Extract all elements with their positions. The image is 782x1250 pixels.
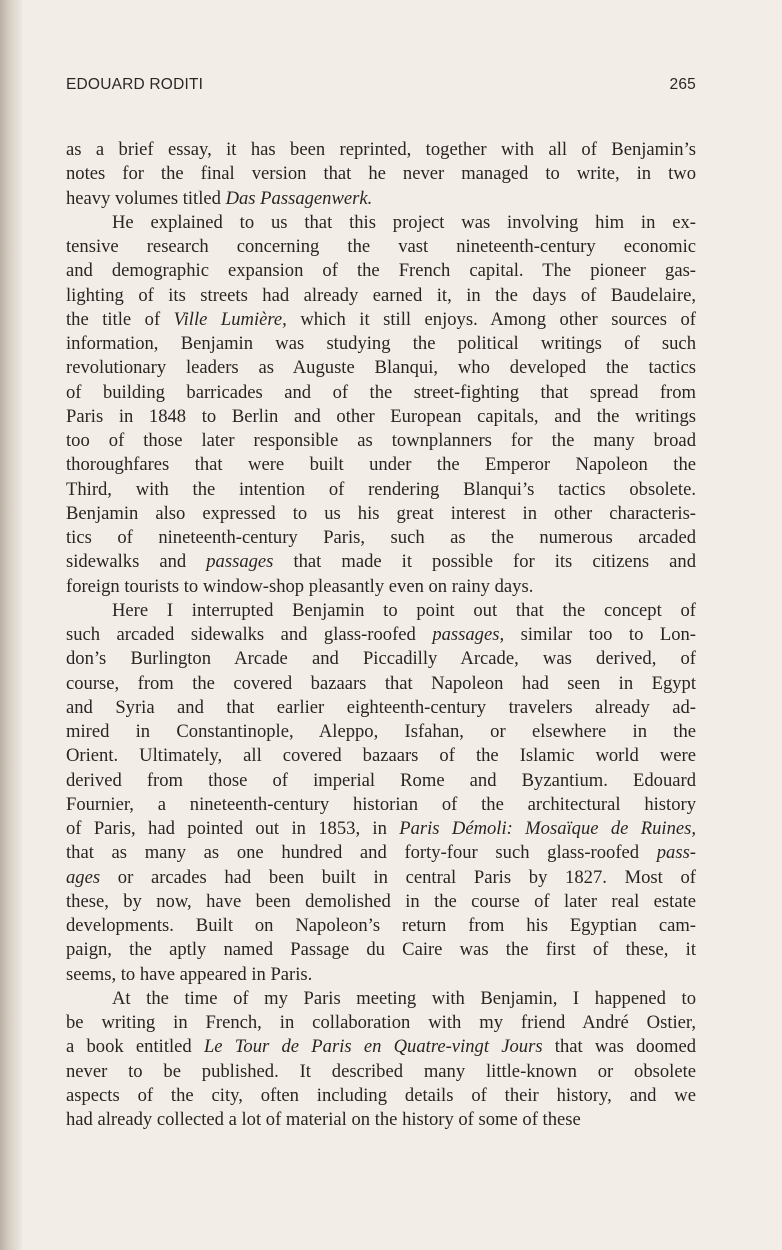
italic-text: Das Passagenwerk. (225, 187, 373, 209)
text-run: derived from those of imperial Rome and Byzantium. Edouard (66, 769, 696, 791)
text-run: mired in Constantinople, Aleppo, Isfahan, or elsewhere in the (66, 721, 696, 742)
text-line (66, 235, 696, 259)
text-run: foreign tourists to window-shop pleasantly even on rainy days. (66, 575, 534, 597)
page-gutter-shadow (0, 0, 22, 1250)
text-line (66, 478, 696, 502)
text-run: a book entitled (66, 1036, 204, 1058)
book-page (66, 0, 696, 1250)
text-line (66, 575, 696, 599)
italic-text: pass- (656, 842, 696, 864)
text-line (66, 1011, 696, 1035)
italic-text: Le Tour de Paris en Quatre-vingt Jours (203, 1036, 543, 1058)
text-run: notes for the final version that he never managed to write, in two (66, 163, 696, 185)
text-run: aspects of the city, often including details of their history, and we (66, 1084, 696, 1106)
text-run: developments. Built on Napoleon’s return from his Egyptian cam- (66, 915, 696, 936)
text-run: Here I interrupted Benjamin to point out that the concept of (112, 599, 696, 621)
body-text (66, 138, 696, 1132)
text-run: don’s Burlington Arcade and Piccadilly Arcade, was derived, of (66, 648, 696, 670)
text-line (66, 526, 696, 550)
text-line (66, 599, 696, 623)
text-run: these, by now, have been demolished in the course of later real estate (66, 890, 696, 912)
text-run: and demographic expansion of the French capital. The pioneer gas- (66, 260, 696, 282)
text-line (66, 187, 696, 211)
text-run: the title of (66, 308, 174, 330)
text-run: had already collected a lot of material on the history of some of these (66, 1109, 581, 1130)
text-run: Benjamin also expressed to us his great interest in other characteris- (66, 502, 696, 524)
text-run: Paris in 1848 to Berlin and other European capitals, and the writings (66, 405, 696, 427)
paragraph (66, 599, 696, 987)
text-line (66, 550, 696, 574)
text-line (66, 963, 696, 987)
page-number: 265 (669, 76, 696, 93)
text-run: He explained to us that this project was involving him in ex- (112, 211, 696, 233)
text-line (66, 211, 696, 235)
running-head-author: EDOUARD RODITI (66, 76, 204, 93)
text-line (66, 938, 696, 962)
text-line (66, 1084, 696, 1108)
text-line (66, 720, 696, 744)
text-run: such arcaded sidewalks and glass-roofed (66, 624, 433, 645)
text-run: as a brief essay, it has been reprinted, together with all of Benjamin’s (66, 139, 696, 160)
text-run: or arcades had been built in central Paris by 1827. Most of (100, 866, 696, 888)
text-line (66, 987, 696, 1011)
paragraph (66, 987, 696, 1133)
text-line (66, 1035, 696, 1059)
text-run: At the time of my Paris meeting with Benjamin, I happened to (112, 987, 696, 1009)
text-line (66, 793, 696, 817)
text-line (66, 647, 696, 671)
text-run: Third, with the intention of rendering Blanqui’s tactics obsolete. (66, 478, 696, 500)
text-run: which it still enjoys. Among other sources of (286, 308, 696, 330)
text-line (66, 817, 696, 841)
text-run: tics of nineteenth-century Paris, such as the numerous arcaded (66, 527, 696, 548)
text-run: and Syria and that earlier eighteenth-century travelers already ad- (66, 696, 696, 718)
text-run: sidewalks and (66, 551, 207, 573)
text-run: seems, to have appeared in Paris. (66, 963, 313, 985)
text-line (66, 138, 696, 162)
text-run: heavy volumes titled (66, 187, 226, 209)
text-run: too of those later responsible as townplanners for the many broad (66, 430, 696, 451)
paragraph (66, 211, 696, 599)
text-line (66, 769, 696, 793)
text-run: similar too to Lon- (504, 624, 696, 645)
italic-text: passages (206, 551, 274, 573)
text-run: be writing in French, in collaboration with my friend André Ostier, (66, 1012, 696, 1033)
text-run: lighting of its streets had already earned it, in the days of Baudelaire, (66, 284, 696, 306)
text-line (66, 890, 696, 914)
text-line (66, 1108, 696, 1132)
text-line (66, 623, 696, 647)
text-run: information, Benjamin was studying the political writings of such (66, 333, 696, 354)
text-line (66, 744, 696, 768)
text-run: never to be published. It described many little-known or obsolete (66, 1060, 696, 1082)
text-run: paign, the aptly named Passage du Caire was the first of these, it (66, 939, 696, 961)
text-line (66, 381, 696, 405)
text-run: course, from the covered bazaars that Napoleon had seen in Egypt (66, 672, 696, 694)
italic-text: Ville Lumière, (173, 308, 287, 330)
text-run: that as many as one hundred and forty-four such glass-roofed (66, 842, 657, 864)
text-line (66, 502, 696, 526)
paragraph (66, 138, 696, 211)
text-run: that made it possible for its citizens and (273, 551, 696, 573)
text-line (66, 405, 696, 429)
text-line (66, 1060, 696, 1084)
text-line (66, 162, 696, 186)
text-line (66, 356, 696, 380)
text-line (66, 696, 696, 720)
text-line (66, 914, 696, 938)
text-line (66, 429, 696, 453)
text-line (66, 866, 696, 890)
text-run: Orient. Ultimately, all covered bazaars of the Islamic world were (66, 745, 696, 767)
text-line (66, 308, 696, 332)
text-run: Fournier, a nineteenth-century historian of the architectural history (66, 793, 696, 815)
text-line (66, 453, 696, 477)
text-line (66, 672, 696, 696)
text-run: that was doomed (542, 1036, 697, 1058)
text-run: of building barricades and of the street-fighting that spread from (66, 381, 696, 403)
text-line (66, 841, 696, 865)
text-run: tensive research concerning the vast nineteenth-century economic (66, 236, 696, 257)
italic-text: Paris Démoli: Mosaïque de Ruines, (399, 818, 696, 839)
italic-text: passages, (432, 624, 505, 645)
text-run: revolutionary leaders as Auguste Blanqui, who developed the tactics (66, 357, 696, 379)
text-line (66, 332, 696, 356)
italic-text: ages (66, 866, 101, 888)
text-line (66, 284, 696, 308)
text-line (66, 259, 696, 283)
text-run: of Paris, had pointed out in 1853, in (66, 818, 400, 839)
text-run: thoroughfares that were built under the Emperor Napoleon the (66, 454, 696, 476)
